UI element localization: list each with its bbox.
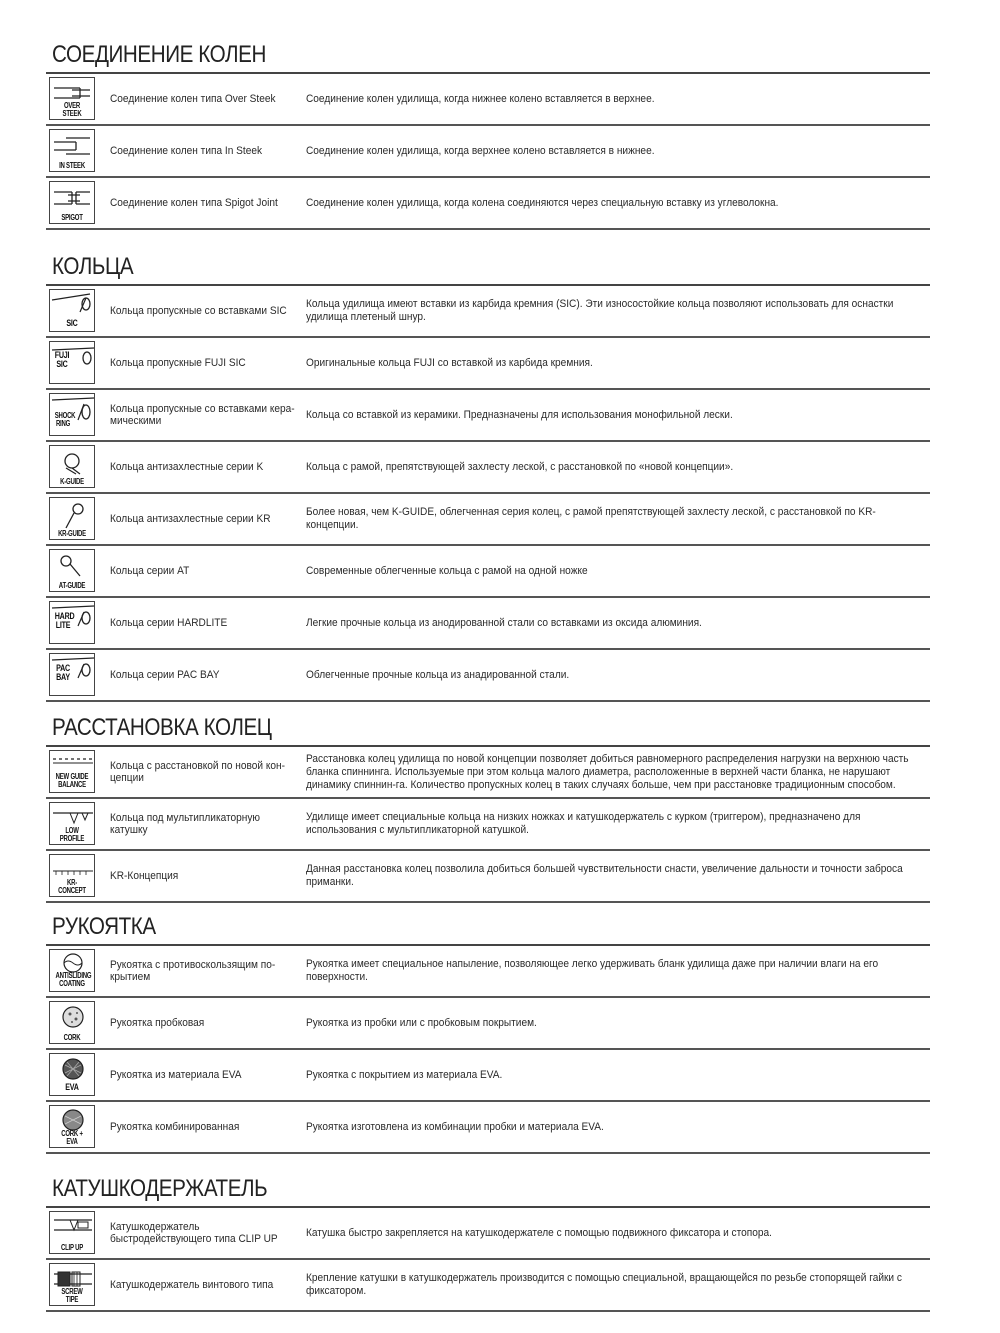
in-steek-icon: IN STEEK <box>49 129 95 172</box>
section-guide-spacing <box>46 711 930 903</box>
section-title: КАТУШКОДЕРЖАТЕЛЬ <box>52 1175 268 1202</box>
section-title: РУКОЯТКА <box>52 913 156 940</box>
list-item: AT-GUIDE Кольца серии AT Современные облегченные кольца с рамой на одной ножке <box>46 546 930 598</box>
list-item: SPIGOT Соединение колен типа Spigot Joint Соединение колен удилища, когда колена соединяются через специальную вставку из углеволокна. <box>46 178 930 230</box>
list-item: HARD LITE Кольца серии HARDLITE Легкие прочные кольца из анодированной стали со вставками из оксида алюминия. <box>46 598 930 650</box>
section-title: СОЕДИНЕНИЕ КОЛЕН <box>52 41 266 68</box>
section-guides <box>46 250 930 702</box>
over-steek-icon: OVER STEEK <box>49 77 95 120</box>
cork-icon: CORK <box>49 1001 95 1044</box>
hardlite-icon: HARD LITE <box>49 601 95 644</box>
list-item: KR-CONCEPT KR-Концепция Данная расстановка колец позволила добиться большей чувствительности снасти, увеличение дальности и точности заброса приманки. <box>46 851 930 903</box>
antisliding-icon: ANTISLIDING COATING <box>49 949 95 992</box>
list-item: NEW GUIDE BALANCE Кольца с расстановкой по новой кон-цепции Расстановка колец удилища по новой концепции позволяет добиться равномерного распределения нагрузки на верхнюю часть бланка спиннинга. Используемые при этом кольца малого диаметра, расположенные в верхней части бланка, не нарушают динамику спиннин-га. Количество пропускных колец в таких случаях больше, чем при расстановке традиционным способом. <box>46 747 930 799</box>
kr-guide-icon: KR-GUIDE <box>49 497 95 540</box>
list-item: SHOCK RING Кольца пропускные со вставками кера-мическими Кольца со вставкой из керамики. Предназначены для использования монофильной лески. <box>46 390 930 442</box>
at-guide-icon: AT-GUIDE <box>49 549 95 592</box>
eva-icon: EVA <box>49 1053 95 1096</box>
list-item: SIC Кольца пропускные со вставками SIC Кольца удилища имеют вставки из карбида кремния (SIC). Эти износостойкие кольца позволяют использовать для оснастки удилища плетеный шнур. <box>46 286 930 338</box>
list-item: ANTISLIDING COATING Рукоятка с противоскользящим по-крытием Рукоятка имеет специальное напыление, позволяющее легко удерживать бланк удилища даже при наличии влаги на его поверхности. <box>46 946 930 998</box>
section-handle <box>46 910 930 1154</box>
low-profile-icon: LOW PROFILE <box>49 802 95 845</box>
list-item: IN STEEK Соединение колен типа In Steek Соединение колен удилища, когда верхнее колено вставляется в нижнее. <box>46 126 930 178</box>
section-reel-seat <box>46 1172 930 1312</box>
section-title: РАССТАНОВКА КОЛЕЦ <box>52 714 272 741</box>
pac-bay-icon: PAC BAY <box>49 653 95 696</box>
list-item: EVA Рукоятка из материала EVA Рукоятка с покрытием из материала EVA. <box>46 1050 930 1102</box>
list-item: K-GUIDE Кольца антизахлестные серии K Кольца с рамой, препятствующей захлесту леской, с расстановкой по «новой концепции». <box>46 442 930 494</box>
list-item: LOW PROFILE Кольца под мультипликаторную катушку Удилище имеет специальные кольца на низких ножках и катушкодержатель с курком (триггером), предназначено для использования с мультипликаторной катушкой. <box>46 799 930 851</box>
cork-eva-icon: CORK + EVA <box>49 1105 95 1148</box>
sic-ring-icon: SIC <box>49 289 95 332</box>
list-item: OVER STEEK Соединение колен типа Over Steek Соединение колен удилища, когда нижнее колено вставляется в верхнее. <box>46 74 930 126</box>
list-item: FUJI SIC Кольца пропускные FUJI SIC Оригинальные кольца FUJI со вставкой из карбида кремния. <box>46 338 930 390</box>
list-item: KR-GUIDE Кольца антизахлестные серии KR Более новая, чем K-GUIDE, облегченная серия колец, с рамой препятствующей захлесту леской, с расстановкой по KR-концепции. <box>46 494 930 546</box>
list-item: PAC BAY Кольца серии PAC BAY Облегченные прочные кольца из анадированной стали. <box>46 650 930 702</box>
list-item: CORK Рукоятка пробковая Рукоятка из пробки или с пробковым покрытием. <box>46 998 930 1050</box>
kr-concept-icon: KR-CONCEPT <box>49 854 95 897</box>
new-guide-balance-icon: NEW GUIDE BALANCE <box>49 750 95 793</box>
k-guide-icon: K-GUIDE <box>49 445 95 488</box>
spigot-icon: SPIGOT <box>49 181 95 224</box>
fuji-sic-icon: FUJI SIC <box>49 341 95 384</box>
screw-type-icon: SCREW TIPE <box>49 1263 95 1306</box>
clip-up-icon: CLIP UP <box>49 1211 95 1254</box>
section-title: КОЛЬЦА <box>52 253 134 280</box>
section-rod-joints <box>46 38 930 230</box>
list-item: CORK + EVA Рукоятка комбинированная Рукоятка изготовлена из комбинации пробки и материала EVA. <box>46 1102 930 1154</box>
list-item: SCREW TIPE Катушкодержатель винтового типа Крепление катушки в катушкодержатель производится с помощью специальной, вращающейся по резьбе стопорящей гайки с фиксатором. <box>46 1260 930 1312</box>
shock-ring-icon: SHOCK RING <box>49 393 95 436</box>
list-item: CLIP UP Катушкодержатель быстродействующего типа CLIP UP Катушка быстро закрепляется на катушкодержателе с помощью подвижного фиксатора и стопора. <box>46 1208 930 1260</box>
